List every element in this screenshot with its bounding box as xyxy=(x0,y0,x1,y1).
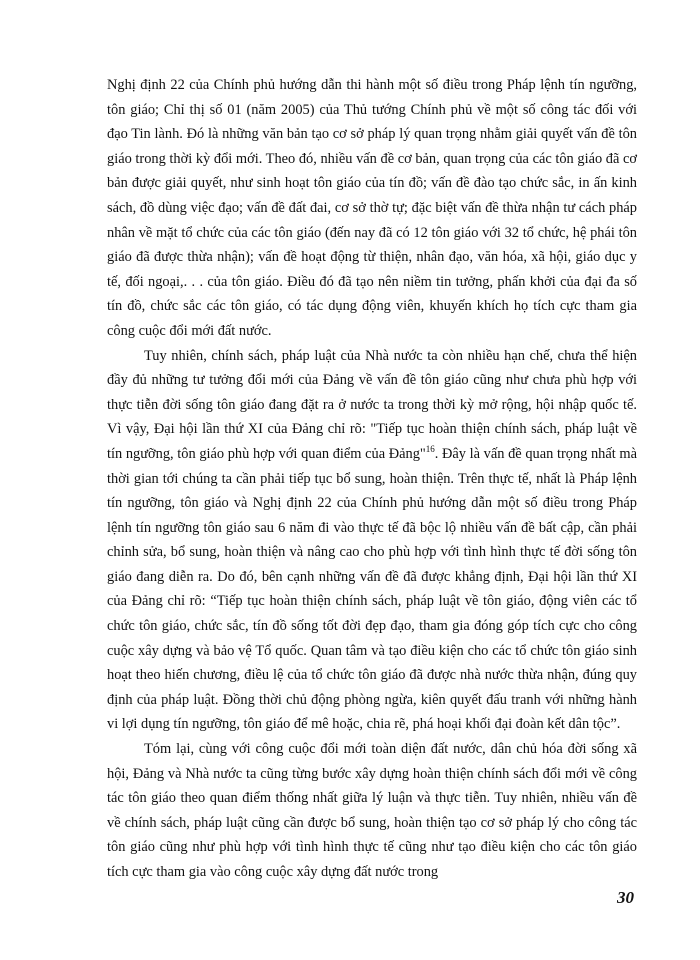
paragraph-2-text-after: . Đây là vấn đề quan trọng nhất mà thời gian tới chúng ta cần phải tiếp tục bổ sung, hoàn thiện. Trên thực tế, nhất là Pháp lệnh tín ngưỡng, tôn giáo và Nghị định 22 của Chính phủ hướng dẫn một số điều trong Pháp lệnh tín ngưỡng tôn giáo sau 6 năm đi vào thực tế đã bộc lộ nhiều vấn đề bất cập, cần phải chỉnh sửa, bổ sung, hoàn thiện và nâng cao cho phù hợp với tình hình thực tế đời sống tôn giáo đang diễn ra. Do đó, bên cạnh những vấn đề đã được khẳng định, Đại hội lần thứ XI của Đảng chỉ rõ: “Tiếp tục hoàn thiện chính sách, pháp luật về tôn giáo, động viên các tổ chức tôn giáo, chức sắc, tín đồ sống tốt đời đẹp đạo, tham gia đóng góp tích cực cho công cuộc xây dựng và bảo vệ Tổ quốc. Quan tâm và tạo điều kiện cho các tổ chức tôn giáo sinh hoạt theo hiến chương, điều lệ của tổ chức tôn giáo đã được nhà nước thừa nhận, đúng quy định của pháp luật. Đồng thời chủ động phòng ngừa, kiên quyết đấu tranh với những hành vi lợi dụng tín ngưỡng, tôn giáo để mê hoặc, chia rẽ, phá hoại khối đại đoàn kết dân tộc”. xyxy=(107,445,637,733)
paragraph-1: Nghị định 22 của Chính phủ hướng dẫn thi hành một số điều trong Pháp lệnh tín ngưỡng, tôn giáo; Chỉ thị số 01 (năm 2005) của Thủ tướng Chính phủ về một số công tác đối với đạo Tin lành. Đó là những văn bản tạo cơ sở pháp lý quan trọng nhằm giải quyết vấn đề tôn giáo trong thời kỳ đổi mới. Theo đó, nhiều vấn đề cơ bản, quan trọng của các tôn giáo đã cơ bản được giải quyết, như sinh hoạt tôn giáo của tín đồ; vấn đề đào tạo chức sắc, in ấn kinh sách, đồ dùng việc đạo; vấn đề đất đai, cơ sở thờ tự; đặc biệt vấn đề thừa nhận tư cách pháp nhân về mặt tổ chức của các tôn giáo (đến nay đã có 12 tôn giáo với 32 tổ chức, hệ phái tôn giáo đã được thừa nhận); vấn đề hoạt động từ thiện, nhân đạo, văn hóa, xã hội, giáo dục y tế, đối ngoại,. . . của tôn giáo. Điều đó đã tạo nên niềm tin tưởng, phấn khởi của đại đa số tín đồ, chức sắc các tôn giáo, có tác dụng động viên, khuyến khích họ tích cực tham gia công cuộc đổi mới đất nước. xyxy=(107,77,637,339)
paragraph-3: Tóm lại, cùng với công cuộc đổi mới toàn diện đất nước, dân chủ hóa đời sống xã hội, Đảng và Nhà nước ta cũng từng bước xây dựng hoàn thiện chính sách đổi mới về công tác tôn giáo theo quan điểm thống nhất giữa lý luận và thực tiễn. Tuy nhiên, nhiều vấn đề về chính sách, pháp luật cũng cần được bổ sung, hoàn thiện tạo cơ sở pháp lý cho công tác tôn giáo cũng như phù hợp với tình hình thực tế cũng như tạo điều kiện cho các tôn giáo tích cực tham gia vào công cuộc xây dựng đất nước trong xyxy=(107,741,637,880)
paragraph-2 xyxy=(107,344,637,738)
paragraph-2-text-before: Tuy nhiên, chính sách, pháp luật của Nhà nước ta còn nhiều hạn chế, chưa thể hiện đầy đủ những tư tưởng đổi mới của Đảng về vấn đề tôn giáo cũng như chưa phù hợp với thực tiễn đời sống tôn giáo đang đặt ra ở nước ta trong thời kỳ mở rộng, hội nhập quốc tế. Vì vậy, Đại hội lần thứ XI của Đảng chỉ rõ: "Tiếp tục hoàn thiện chính sách, pháp luật về tín ngưỡng, tôn giáo phù hợp với quan điểm của Đảng" xyxy=(107,347,637,462)
page-number: 30 xyxy=(617,888,634,907)
footnote-reference[interactable]: 16 xyxy=(425,444,435,455)
body-text xyxy=(107,73,637,885)
